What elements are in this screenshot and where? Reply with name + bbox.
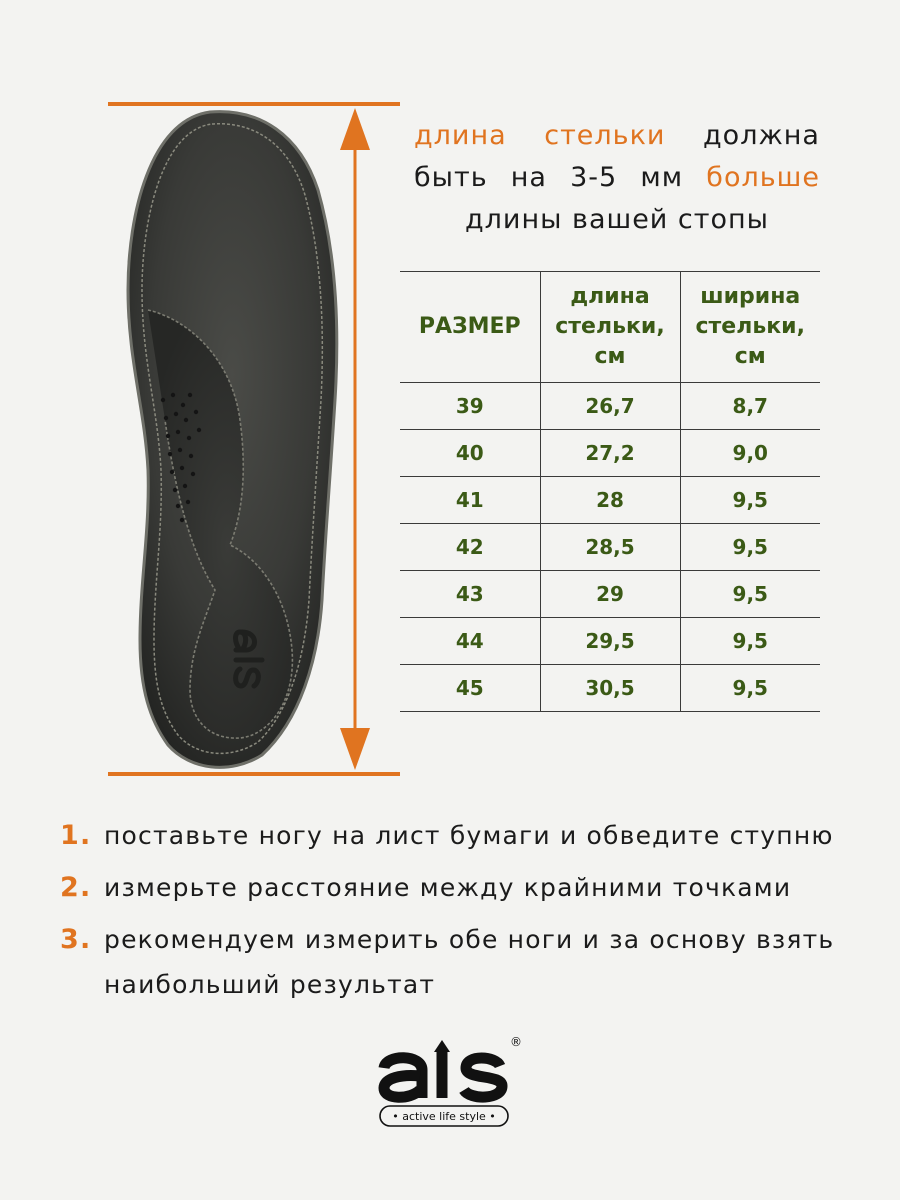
headline-line-1 (414, 122, 820, 149)
header-size-text: РАЗМЕР (418, 314, 521, 339)
header-width-line: см (734, 344, 766, 369)
table-row (400, 618, 820, 665)
step-3 (60, 924, 834, 955)
cell-width: 9,5 (680, 665, 820, 712)
cell-width: 9,0 (680, 430, 820, 477)
headline-word: на (510, 162, 547, 193)
cell-width: 9,5 (680, 618, 820, 665)
cell-width: 9,5 (680, 524, 820, 571)
step-text: поставьте ногу на лист бумаги и обведите ступню (104, 821, 834, 850)
cell-length: 27,2 (540, 430, 680, 477)
logo-wordmark: als (372, 1030, 374, 1031)
headline-word: длина (414, 120, 507, 151)
header-width (680, 272, 820, 383)
header-width-line: стельки, (695, 314, 805, 339)
step-text: рекомендуем измерить обе ноги и за основу взять (104, 925, 835, 954)
header-size (400, 272, 540, 383)
cell-size: 45 (400, 665, 540, 712)
insole-image (128, 112, 337, 768)
step-number: 3. (60, 924, 92, 955)
size-table (400, 271, 820, 712)
headline-word: длины вашей стопы (465, 204, 769, 235)
step-3-continued (60, 970, 435, 999)
headline-word: мм (640, 162, 684, 193)
cell-width: 9,5 (680, 571, 820, 618)
step-1 (60, 820, 834, 851)
arrow-up-icon (340, 108, 370, 150)
registered-mark: ® (510, 1035, 522, 1049)
cell-size: 41 (400, 477, 540, 524)
header-length-line: стельки, (555, 314, 665, 339)
step-number: 1. (60, 820, 92, 851)
cell-width: 8,7 (680, 383, 820, 430)
headline-word: стельки (544, 120, 666, 151)
headline-word: должна (703, 120, 820, 151)
step-number: 2. (60, 872, 92, 903)
cell-length: 28,5 (540, 524, 680, 571)
header-length-line: длина (570, 284, 650, 309)
als-logo (372, 1030, 532, 1130)
arrow-down-icon (340, 728, 370, 770)
cell-length: 29 (540, 571, 680, 618)
step-2 (60, 872, 791, 903)
table-row (400, 665, 820, 712)
table-header-row (400, 272, 820, 383)
table-row (400, 571, 820, 618)
cell-size: 39 (400, 383, 540, 430)
step-text: измерьте расстояние между крайними точками (104, 873, 792, 902)
table-row (400, 383, 820, 430)
cell-length: 29,5 (540, 618, 680, 665)
header-width-line: ширина (700, 284, 801, 309)
headline-word: больше (706, 162, 820, 193)
headline-word: быть (414, 162, 488, 193)
headline-word: 3-5 (570, 162, 618, 193)
table-row (400, 430, 820, 477)
cell-size: 42 (400, 524, 540, 571)
cell-size: 44 (400, 618, 540, 665)
cell-length: 28 (540, 477, 680, 524)
header-length-line: см (594, 344, 626, 369)
step-text: наибольший результат (104, 970, 436, 999)
header-length (540, 272, 680, 383)
headline-line-3 (414, 206, 820, 233)
headline-line-2 (414, 164, 820, 191)
table-row (400, 524, 820, 571)
logo-tagline: • active life style • (392, 1110, 496, 1123)
cell-width: 9,5 (680, 477, 820, 524)
cell-length: 26,7 (540, 383, 680, 430)
cell-length: 30,5 (540, 665, 680, 712)
cell-size: 43 (400, 571, 540, 618)
cell-size: 40 (400, 430, 540, 477)
table-row (400, 477, 820, 524)
